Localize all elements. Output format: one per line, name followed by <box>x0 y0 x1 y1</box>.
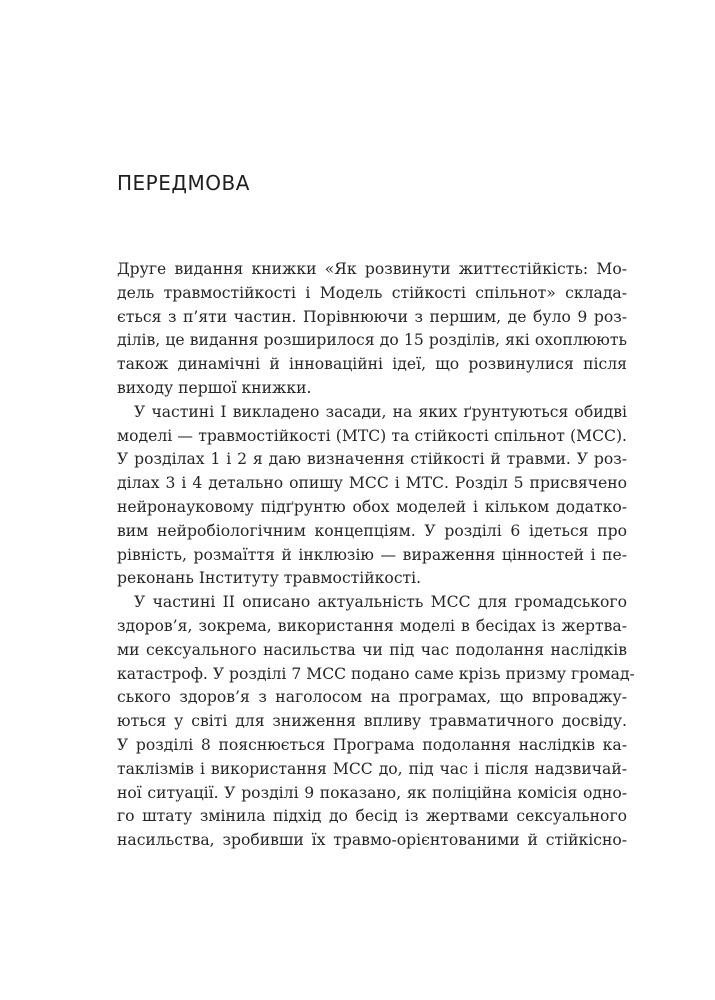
text-line: також динамічні й інноваційні ідеї, що розвинулися після <box>117 355 627 374</box>
text-line: У розділах 1 і 2 я даю визначення стійкості й травми. У роз- <box>117 450 627 469</box>
text-line: моделі — травмостійкості (МТС) та стійкості спільнот (МСС). <box>117 426 627 445</box>
text-line: ми сексуального насильства чи під час подолання наслідків <box>117 640 627 659</box>
page-title: ПЕРЕДМОВА <box>117 171 250 195</box>
text-line: ються у світі для зниження впливу травматичного досвіду. <box>117 712 627 731</box>
text-line: ського здоров’я з наголосом на програмах, що впроваджу- <box>117 688 627 707</box>
text-line: ної ситуації. У розділі 9 показано, як поліційна комісія одно- <box>117 783 627 802</box>
text-line: ділах 3 і 4 детально опишу МСС і МТС. Розділ 5 присвячено <box>117 474 627 493</box>
text-line: виходу першої книжки. <box>117 378 312 397</box>
text-line: рівність, розмаїття й інклюзію — вираження цінностей і пе- <box>117 545 627 564</box>
text-line: насильства, зробивши їх травмо-орієнтованими й стійкісно- <box>117 831 627 850</box>
text-line: У частині II описано актуальність МСС для громадського <box>134 593 627 612</box>
text-line: У розділі 8 пояснюється Програма подолання наслідків ка- <box>117 735 627 754</box>
body-text <box>117 258 715 853</box>
text-line: ділів, це видання розширилося до 15 розділів, які охоплюють <box>117 331 627 350</box>
text-line: ється з п’яти частин. Порівнюючи з першим, де було 9 роз- <box>117 307 627 326</box>
text-line: таклізмів і використання МСС до, під час і після надзвичай- <box>117 759 627 778</box>
text-line: Друге видання книжки «Як розвинути життєстійкість: Мо- <box>117 260 627 278</box>
text-line: нейронауковому підґрунтю обох моделей і кільком додатко- <box>117 497 627 516</box>
text-line: катастроф. У розділі 7 МСС подано саме крізь призму громад- <box>117 664 635 683</box>
text-line: дель травмостійкості і Модель стійкості спільнот» склада- <box>117 283 627 302</box>
text-line: го штату змінила підхід до бесід із жертвами сексуального <box>117 807 627 826</box>
text-line: реконань Інституту травмостійкості. <box>117 569 422 588</box>
text-line: вим нейробіологічним концепціям. У розділі 6 ідеться про <box>117 521 627 540</box>
text-line: У частині I викладено засади, на яких ґрунтуються обидві <box>134 402 627 421</box>
text-line: здоров’я, зокрема, використання моделі в бесідах із жертва- <box>117 616 627 635</box>
